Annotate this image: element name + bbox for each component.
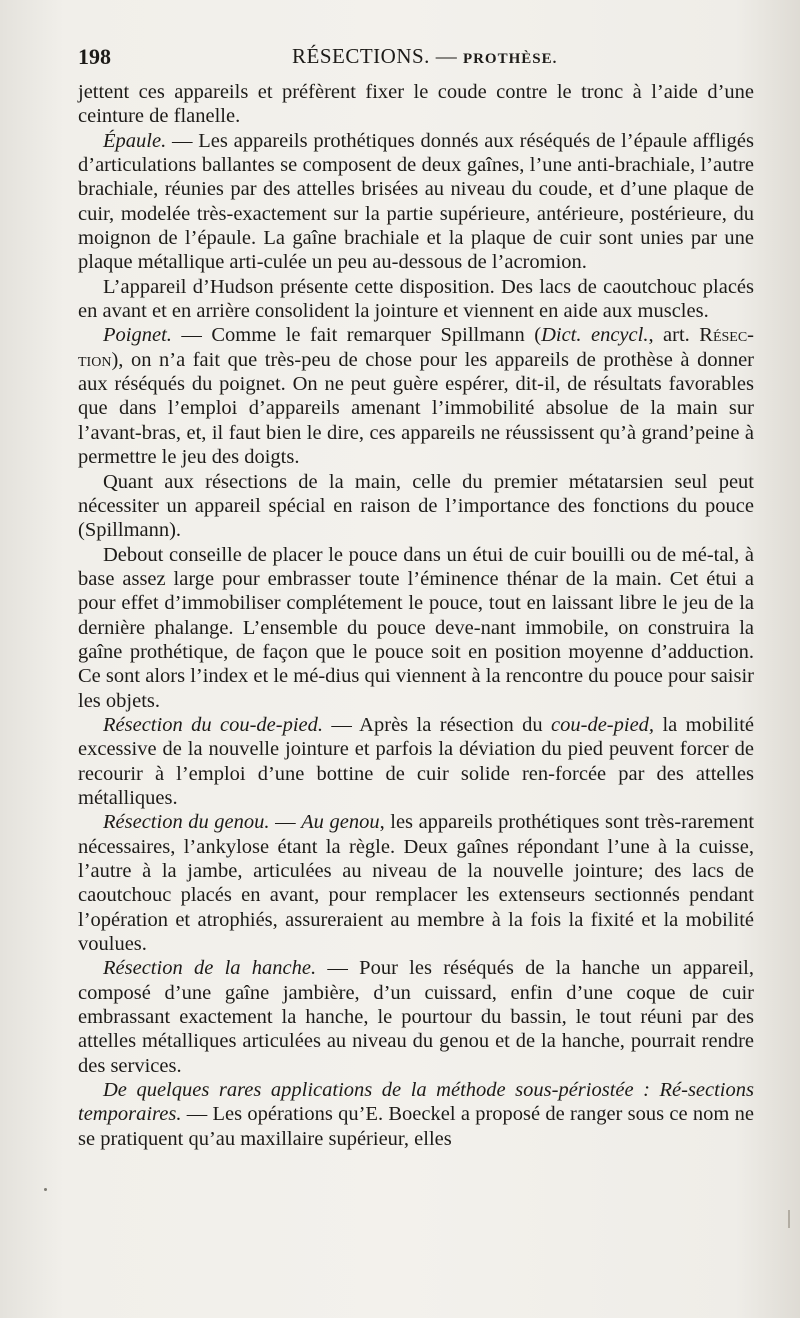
text-segment: Quant aux résections de la main, celle du premier métatarsien seul peut nécessiter un appareil spécial en raison de l’importance des fonctions du pouce (Spillmann). [78,470,754,542]
paragraph-hanche [78,956,754,1078]
paragraph-debout [78,543,754,713]
text-segment: ), on n’a fait que très-peu de chose pour les appareils de prothèse à donner aux réséqués du poignet. On ne peut guère espérer, dit-il, de résultats favorables que dans l’emploi d’appareils amenant l’immobilité absolue de la main sur l’avant-bras, et, il faut bien le dire, ces appareils ne réussissent qu’à grand’peine à permettre le jeu des doigts. [78,348,754,469]
text-segment: — Les appareils prothétiques donnés aux réséqués de l’épaule affligés d’articulations ballantes se composent de deux gaînes, l’une anti-brachiale, l’autre brachiale, réunies par des attelles brisées au niveau du coude, et d’une plaque de cuir, modelée très-exactement sur la partie supérieure, antérieure, postérieure, du moignon de l’épaule. La gaîne brachiale et la plaque de cuir sont unies par une plaque métallique arti-culée un peu au-dessous de l’acromion. [78,129,754,274]
text-segment: , les appareils prothétiques sont très-rarement nécessaires, l’ankylose étant la règle. Deux gaînes répondant l’une à la cuisse, l’autre à la jambe, articulées au niveau de la nouvelle jointure; des lacs de caoutchouc placés en avant, pour remplacer les extenseurs sectionnés pendant l’opération et atrophiés, assureraient au membre à la fois la fixité et la mobilité voulues. [78,811,755,956]
section-heading-genou: Résection du genou. [103,811,270,834]
paragraph-main [78,470,754,543]
running-title [292,44,557,69]
section-heading-cou-de-pied: Résection du cou-de-pied. [103,713,324,736]
paragraph-genou [78,810,754,956]
paragraph-1 [78,80,754,129]
citation-article: Résec-tion [78,324,755,371]
paragraph-hudson [78,275,754,324]
page-number: 198 [78,44,111,69]
section-heading-resections-temporaires: De quelques rares applications de la méthode sous-périostée : Ré-sections temporaires. [78,1079,754,1126]
text-segment: jettent ces appareils et préfèrent fixer le coude contre le tronc à l’aide d’une ceinture de flanelle. [78,81,754,128]
section-heading-poignet: Poignet. [103,324,172,347]
page-edge-mark [788,1210,790,1228]
paragraph-cou-de-pied [78,713,754,810]
text-segment: — Les opérations qu’E. Boeckel a proposé de ranger sous ce nom ne se pratiquent qu’au maxillaire supérieur, elles [78,1103,754,1150]
page-header [78,44,754,74]
section-heading-epaule: Épaule. [103,129,167,152]
citation-title: Dict. encycl. [541,324,649,347]
text-segment: la mobilité excessive de la nouvelle jointure et parfois la déviation du pied peuvent forcer de recourir à l’emploi d’une bottine de cuir solide ren-forcée par des attelles métalliques. [78,713,754,809]
text-segment: L’appareil d’Hudson présente cette disposition. Des lacs de caoutchouc placés en avant et en arrière consolident la jointure et viennent en aide aux muscles. [78,275,754,323]
text-segment: — Comme le fait remarquer Spillmann ( [171,324,542,347]
text-emphasis: Au genou [301,811,380,834]
paragraph-poignet [78,323,754,469]
section-heading-hanche: Résection de la hanche. [103,957,317,980]
running-title-subtitle: PROTHÈSE. [462,51,558,67]
running-title-main: RÉSECTIONS. [292,44,430,68]
text-segment: — Après la résection du [323,713,552,736]
body-text [78,80,754,1151]
text-emphasis: cou-de-pied, [551,713,655,736]
text-segment: — [269,811,302,834]
paragraph-epaule [78,129,754,275]
paper-speck [44,1188,47,1191]
running-title-separator: — [435,44,458,68]
paragraph-resections-temporaires [78,1078,754,1151]
text-segment: — Pour les réséqués de la hanche un appareil, composé d’une gaîne jambière, d’un cuissard, enfin d’une coque de cuir embrassant exactement la hanche, le pourtour du bassin, le tout réuni par des attelles métalliques articulées au niveau du genou et de la hanche, pourrait rendre des services. [78,957,754,1077]
text-segment: Debout conseille de placer le pouce dans un étui de cuir bouilli ou de mé-tal, à base assez large pour embrasser toute l’éminence thénar de la main. Cet étui a pour effet d’immobiliser complétement le pouce, tout en laissant libre le jeu de la dernière phalange. L’ensemble du pouce deve-nant immobile, on construira la gaîne prothétique, de façon que le pouce soit en position moyenne d’adduction. Ce sont alors l’index et le mé-dius qui viennent à la rencontre du pouce pour saisir les objets. [78,543,754,712]
text-segment: , art. [648,324,700,347]
